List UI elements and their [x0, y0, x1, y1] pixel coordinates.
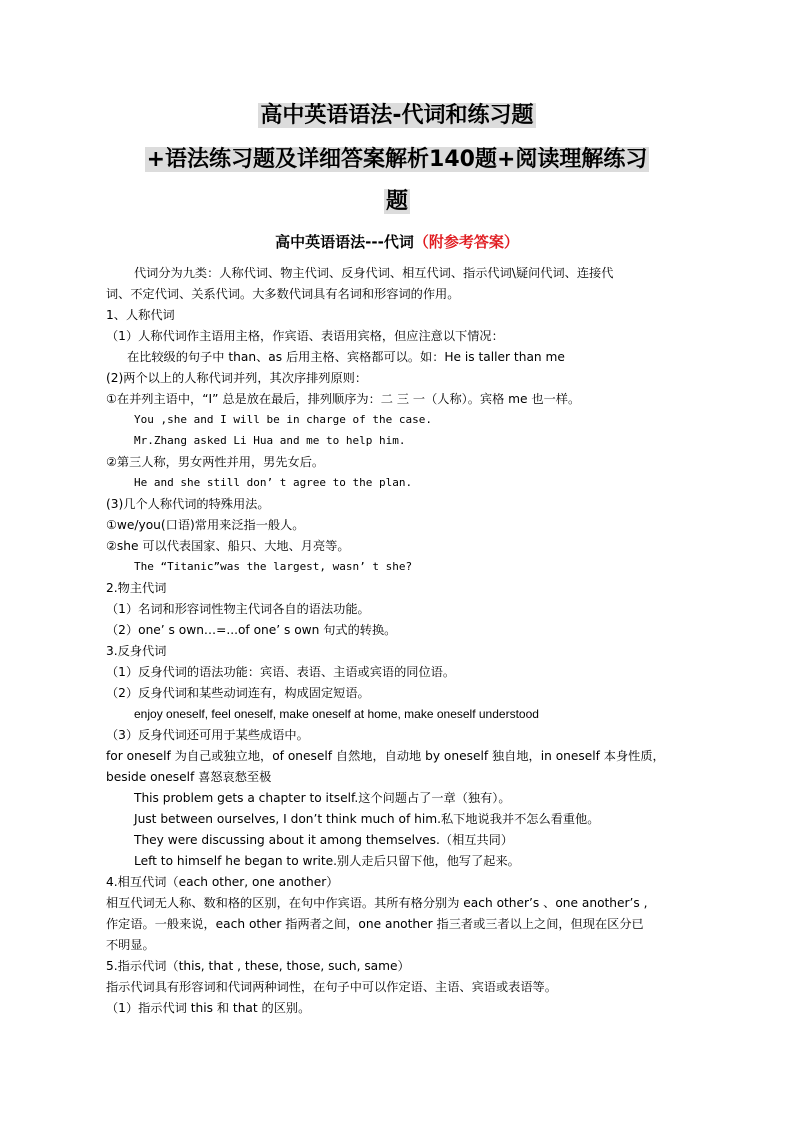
paragraph-line: 在比较级的句子中 than、as 后用主格、宾格都可以。如：He is taller than me: [127, 350, 565, 364]
example-sentence: Left to himself he began to write.别人走后只留下他，他写了起来。: [134, 854, 520, 868]
example-sentence: You ,she and I will be in charge of the case.: [134, 413, 433, 426]
paragraph-line: （1）指示代词 this 和 that 的区别。: [106, 1001, 311, 1015]
paragraph-line: 代词分为九类：人称代词、物主代词、反身代词、相互代词、指示代词\疑问代词、连接代: [134, 266, 614, 280]
example-sentence: Just between ourselves, I don’t think much of him.私下地说我并不怎么看重他。: [134, 812, 600, 826]
paragraph-line: 指示代词具有形容词和代词两种词性，在句子中可以作定语、主语、宾语或表语等。: [106, 980, 557, 994]
paragraph-line: 相互代词无人称、数和格的区别，在句中作宾语。其所有格分别为 each other’s 、one another’s ,: [106, 896, 648, 910]
document-title-line-3: 题: [385, 189, 408, 214]
example-sentence: He and she still don’ t agree to the plan.: [134, 476, 413, 489]
example-sentence: Mr.Zhang asked Li Hua and me to help him.: [134, 434, 406, 447]
paragraph-line: （1）人称代词作主语用主格，作宾语、表语用宾格，但应注意以下情况：: [106, 329, 504, 343]
paragraph-line: 不明显。: [106, 938, 155, 952]
example-phrase: enjoy oneself, feel oneself, make oneself at home, make oneself understood: [134, 707, 539, 721]
paragraph-line: beside oneself 喜怒哀愁至极: [106, 770, 272, 784]
paragraph-line: for oneself 为自己或独立地，of oneself 自然地，自动地 by oneself 独自地，in oneself 本身性质，: [106, 749, 665, 763]
section-heading-2: 2.物主代词: [106, 581, 167, 595]
paragraph-line: ①we/you(口语)常用来泛指一般人。: [106, 518, 305, 532]
example-sentence: The “Titanic”was the largest, wasn’ t she?: [134, 560, 413, 573]
document-title-line-1: 高中英语语法-代词和练习题: [260, 103, 534, 128]
paragraph-line: （2）反身代词和某些动词连有，构成固定短语。: [106, 686, 370, 700]
paragraph-line: 词、不定代词、关系代词。大多数代词具有名词和形容词的作用。: [106, 287, 460, 301]
paragraph-line: ②第三人称，男女两性并用，男先女后。: [106, 455, 325, 469]
section-heading-4: 4.相互代词（each other, one another）: [106, 875, 339, 889]
example-sentence: They were discussing about it among themselves.（相互共同）: [134, 833, 514, 847]
paragraph-line: （1）反身代词的语法功能：宾语、表语、主语或宾语的同位语。: [106, 665, 456, 679]
section-heading-5: 5.指示代词（this, that , these, those, such, same）: [106, 959, 410, 973]
paragraph-line: （3）反身代词还可用于某些成语中。: [106, 728, 309, 742]
paragraph-line: （1）名词和形容词性物主代词各自的语法功能。: [106, 602, 370, 616]
example-sentence: This problem gets a chapter to itself.这个问题占了一章（独有）。: [134, 791, 511, 805]
document-title-line-2: +语法练习题及详细答案解析140题+阅读理解练习: [146, 147, 648, 172]
section-heading-main: 高中英语语法---代词: [275, 233, 414, 251]
paragraph-line: 作定语。一般来说，each other 指两者之间，one another 指三者或三者以上之间，但现在区分已: [106, 917, 644, 931]
section-heading: [0, 231, 794, 253]
section-heading-1: 1、人称代词: [106, 308, 175, 322]
paragraph-line: (3)几个人称代词的特殊用法。: [106, 497, 270, 511]
section-heading-3: 3.反身代词: [106, 644, 167, 658]
paragraph-line: (2)两个以上的人称代词并列，其次序排列原则：: [106, 371, 368, 385]
paragraph-line: ②she 可以代表国家、船只、大地、月亮等。: [106, 539, 350, 553]
paragraph-line: ①在并列主语中，“I” 总是放在最后，排列顺序为：二 三 一（人称）。宾格 me 也一样。: [106, 392, 581, 406]
paragraph-line: （2）one’ s own…=...of one’ s own 句式的转换。: [106, 623, 397, 637]
section-heading-note: （附参考答案）: [413, 233, 519, 251]
